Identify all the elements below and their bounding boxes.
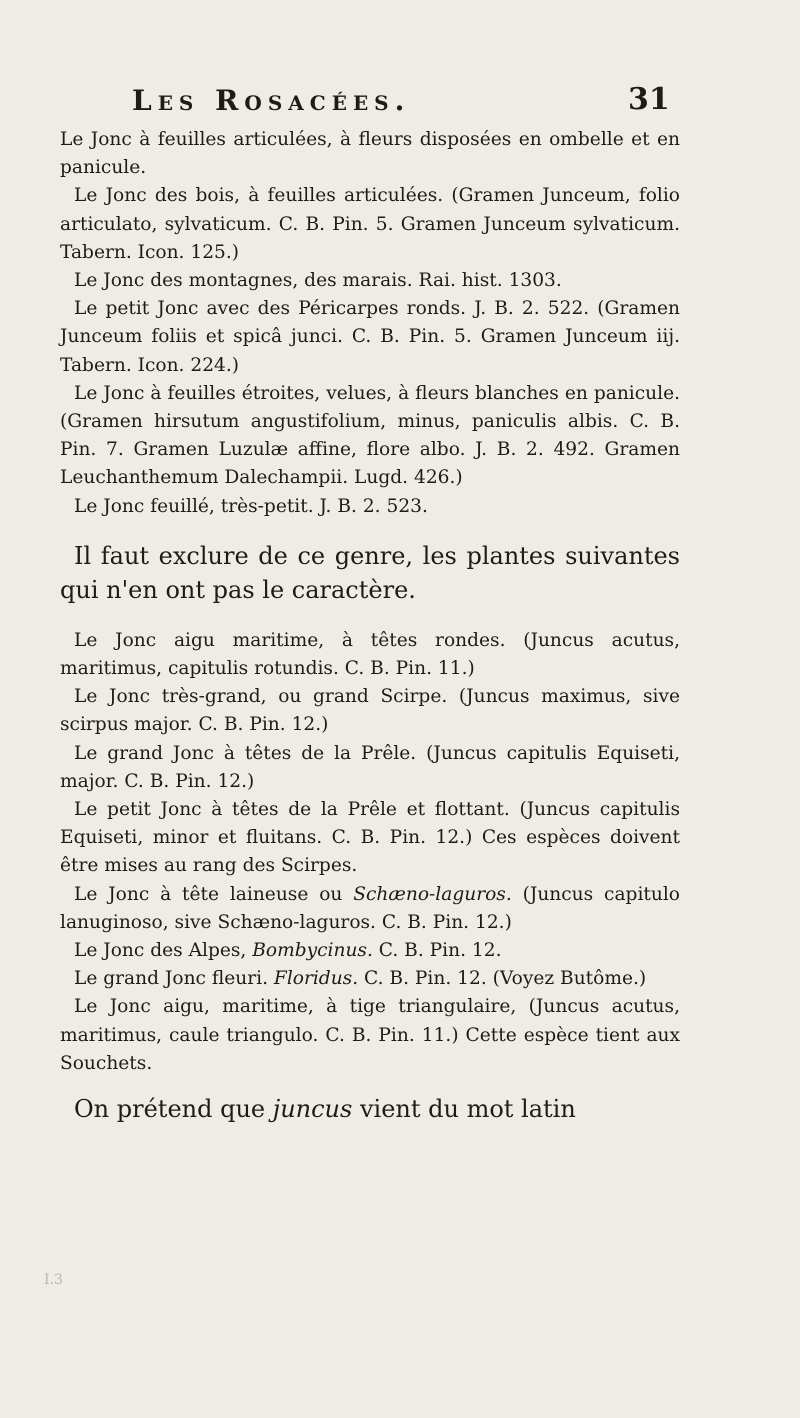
- closing-line: [60, 1092, 680, 1126]
- excluded-item: [60, 881, 680, 937]
- page-number: 31: [628, 82, 670, 117]
- closing-text: vient du mot latin: [352, 1095, 576, 1124]
- paragraph: Le Jonc des bois, à feuilles articulées. (Gramen Junceum, folio articulato, sylvaticum. C. B. Pin. 5. Gramen Junceum sylvaticum. Tabern. Icon. 125.): [60, 185, 680, 263]
- excluded-item: Le Jonc aigu, maritime, à tige triangulaire, (Juncus acutus, maritimus, caule triangulo. C. B. Pin. 11.) Cette espèce tient aux Souchets.: [60, 996, 680, 1074]
- item-text: Le Jonc des Alpes,: [74, 940, 253, 962]
- item-text: (Juncus capitulo lanuginoso, sive Schæno-laguros. C. B. Pin. 12.): [60, 883, 680, 933]
- paragraph: Le Jonc à feuilles étroites, velues, à fleurs blanches en panicule. (Gramen hirsutum angustifolium, minus, paniculis albis. C. B. Pin. 7. Gramen Luzulæ affine, flore albo. J. B. 2. 492. Gramen Leuchanthemum Dalechampii. Lugd. 426.): [60, 382, 680, 489]
- paragraph: Le Jonc des montagnes, des marais. Rai. hist. 1303.: [74, 270, 562, 292]
- body-text: [60, 126, 680, 1146]
- item-text: C. B. Pin. 12.: [372, 940, 502, 962]
- item-text: Le Jonc à tête laineuse ou: [74, 883, 354, 905]
- paragraph: Le Jonc à feuilles articulées, à fleurs disposées en ombelle et en panicule.: [60, 129, 680, 179]
- excluded-item: [60, 937, 680, 965]
- italic-name: Bombycinus.: [252, 940, 373, 962]
- italic-name: Floridus.: [273, 968, 359, 990]
- closing-text: On prétend que: [74, 1095, 273, 1124]
- italic-name: Schæno-laguros.: [353, 883, 512, 905]
- excluded-item: [60, 965, 680, 993]
- excluded-item: Le grand Jonc à têtes de la Prêle. (Juncus capitulis Equiseti, major. C. B. Pin. 12.): [60, 742, 680, 792]
- paragraph: Le petit Jonc avec des Péricarpes ronds. J. B. 2. 522. (Gramen Junceum foliis et spicâ junci. C. B. Pin. 5. Gramen Junceum iij. Tabern. Icon. 224.): [60, 298, 680, 376]
- item-text: C. B. Pin. 12. (Voyez Butôme.): [358, 968, 647, 990]
- excluded-item: Le petit Jonc à têtes de la Prêle et flottant. (Juncus capitulis Equiseti, minor et fluitans. C. B. Pin. 12.) Ces espèces doivent être mises au rang des Scirpes.: [60, 799, 680, 877]
- excluded-item: Le Jonc aigu maritime, à têtes rondes. (Juncus acutus, maritimus, capitulis rotundis. C. B. Pin. 11.): [60, 629, 680, 680]
- paragraph: Le Jonc feuillé, très-petit. J. B. 2. 523.: [74, 495, 428, 517]
- signature-mark: I.3: [44, 1272, 63, 1288]
- page-header: [0, 84, 800, 124]
- running-title: Les Rosacées.: [132, 84, 411, 117]
- excluded-item: Le Jonc très-grand, ou grand Scirpe. (Juncus maximus, sive scirpus major. C. B. Pin. 12.): [60, 686, 680, 736]
- italic-word: juncus: [272, 1095, 353, 1124]
- exclusion-note: Il faut exclure de ce genre, les plantes suivantes qui n'en ont pas le caractère.: [60, 541, 680, 604]
- item-text: Le grand Jonc fleuri.: [74, 968, 274, 990]
